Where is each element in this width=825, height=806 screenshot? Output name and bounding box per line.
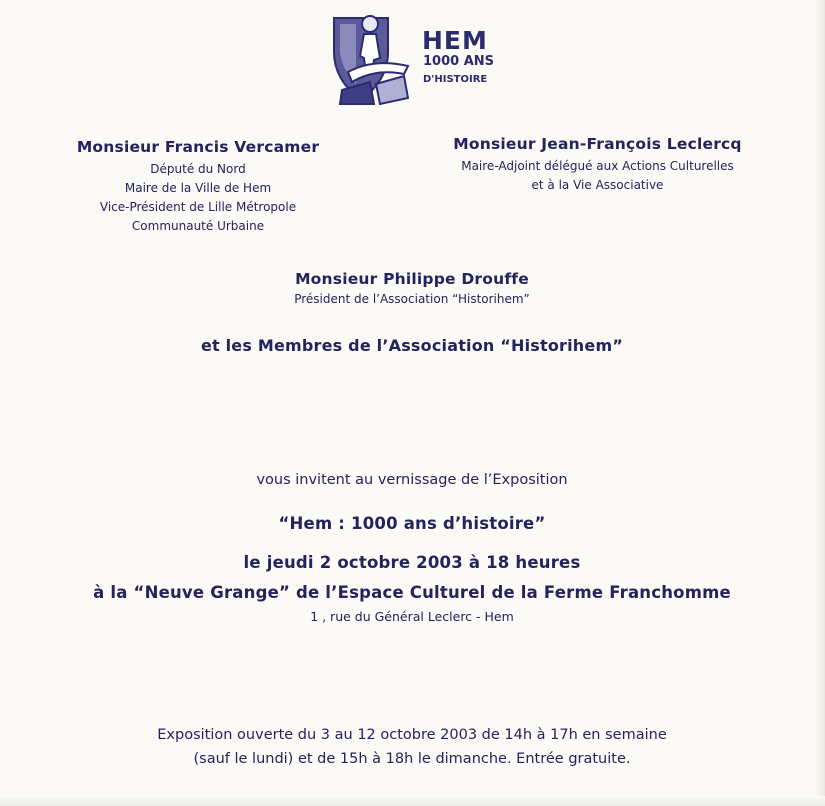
host-center-name: Monsieur Philippe Drouffe: [295, 270, 529, 288]
host-right-role: et à la Vie Associative: [531, 178, 664, 192]
host-center-role: Président de l’Association “Historihem”: [294, 292, 530, 306]
footer-hours: Exposition ouverte du 3 au 12 octobre 2003 de 14h à 17h en semaine: [157, 727, 667, 743]
host-left-role: Député du Nord: [150, 162, 246, 176]
hem-crest-icon: [330, 12, 420, 107]
host-left-name: Monsieur Francis Vercamer: [76, 138, 320, 156]
exhibition-title: “Hem : 1000 ans d’histoire”: [278, 514, 546, 533]
host-center: [212, 270, 612, 309]
host-right-role: Maire-Adjoint délégué aux Actions Culturelles: [461, 159, 734, 173]
logo-line-hem: HEM: [422, 26, 488, 55]
card-edge-bottom: [0, 796, 825, 806]
host-right: [425, 135, 770, 195]
invitation-intro: vous invitent au vernissage de l’Exposition: [256, 472, 568, 488]
event-address: 1 , rue du Général Leclerc - Hem: [310, 609, 514, 624]
footer-hours-sunday: (sauf le lundi) et de 15h à 18h le dimanche. Entrée gratuite.: [193, 751, 631, 767]
logo-line-histoire: D'HISTOIRE: [423, 74, 488, 85]
logo-line-1000-ans: 1000 ANS: [423, 54, 495, 69]
card-edge-right: [815, 0, 825, 806]
host-left-role: Communauté Urbaine: [131, 219, 265, 233]
event-date: le jeudi 2 octobre 2003 à 18 heures: [243, 553, 581, 572]
association-members: et les Membres de l’Association “Historihem”: [200, 336, 624, 355]
host-right-name: Monsieur Jean-François Leclercq: [453, 135, 742, 153]
host-left-role: Maire de la Ville de Hem: [124, 181, 272, 195]
event-venue: à la “Neuve Grange” de l’Espace Culturel de la Ferme Franchomme: [93, 583, 731, 602]
host-left: [48, 138, 348, 236]
host-left-role: Vice-Président de Lille Métropole: [99, 200, 297, 214]
